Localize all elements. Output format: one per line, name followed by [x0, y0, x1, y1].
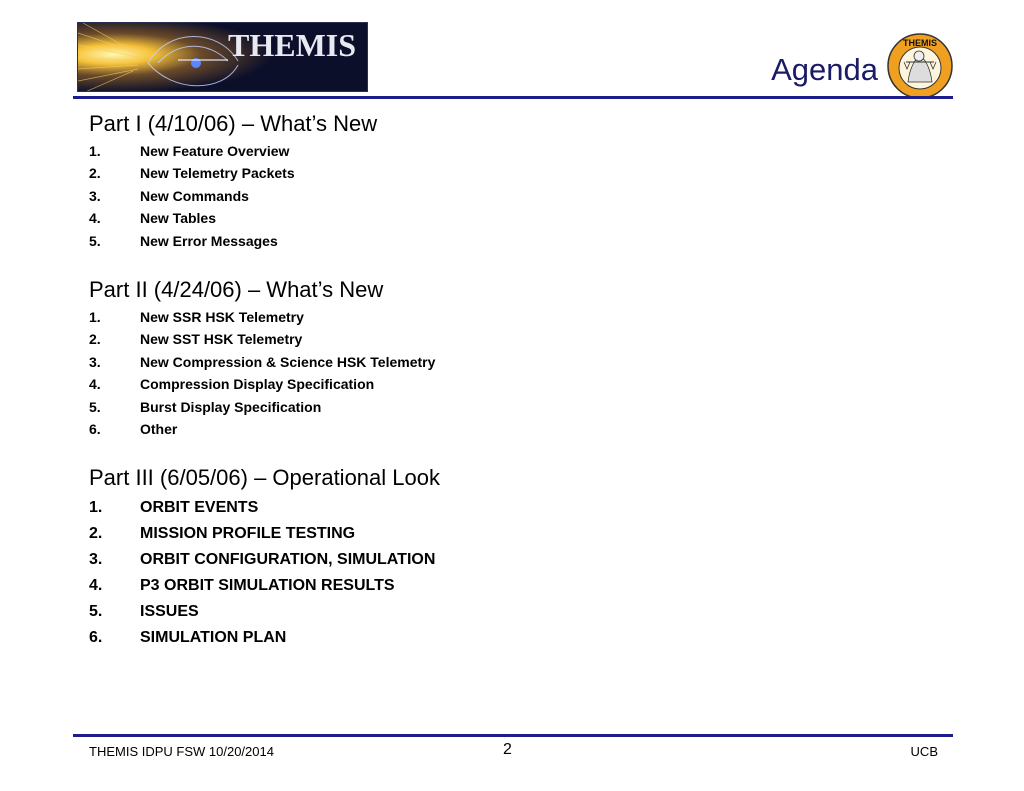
item-label: SIMULATION PLAN — [140, 629, 287, 647]
item-label: New Commands — [140, 187, 249, 204]
item-number: 4. — [89, 577, 103, 595]
list-item — [89, 230, 929, 252]
section-title: Part III (6/05/06) – Operational Look — [89, 465, 440, 491]
item-label: ORBIT EVENTS — [140, 499, 259, 517]
logo-text: THEMIS — [228, 27, 357, 63]
item-label: New SST HSK Telemetry — [140, 331, 303, 348]
item-number: 1. — [89, 143, 101, 159]
list-item — [89, 521, 929, 547]
item-label: New Error Messages — [140, 232, 278, 249]
list-item — [89, 207, 929, 229]
slide-title: Agenda — [771, 52, 878, 87]
item-label: Other — [140, 421, 178, 438]
item-label: ORBIT CONFIGURATION, SIMULATION — [140, 551, 436, 569]
item-label: Burst Display Specification — [140, 398, 322, 415]
item-number: 5. — [89, 603, 103, 621]
item-number: 3. — [89, 187, 101, 204]
item-label: MISSION PROFILE TESTING — [140, 525, 356, 543]
item-number: 3. — [89, 353, 101, 370]
agenda-section-part-3 — [89, 462, 929, 651]
seal-text: THEMIS — [902, 38, 938, 48]
agenda-content — [89, 108, 929, 651]
list-item — [89, 547, 929, 573]
item-number: 4. — [89, 376, 101, 393]
item-number: 1. — [89, 309, 101, 326]
item-number: 1. — [89, 499, 103, 517]
list-item — [89, 418, 929, 440]
item-number: 5. — [89, 398, 101, 415]
themis-banner-logo — [77, 22, 368, 92]
item-label: New Telemetry Packets — [140, 165, 295, 182]
list-item — [89, 140, 929, 162]
item-number: 4. — [89, 210, 101, 227]
list-item — [89, 306, 929, 328]
list-item — [89, 185, 929, 207]
section-title: Part I (4/10/06) – What’s New — [89, 111, 378, 136]
item-number: 3. — [89, 551, 103, 569]
header-divider — [73, 96, 953, 99]
footer-divider — [73, 734, 953, 737]
footer-right-text: UCB — [910, 744, 938, 759]
item-number: 5. — [89, 232, 101, 249]
list-item — [89, 373, 929, 395]
item-number: 2. — [89, 525, 103, 543]
item-number: 2. — [89, 331, 101, 348]
item-number: 2. — [89, 165, 101, 182]
item-label: Compression Display Specification — [140, 376, 375, 393]
footer-left-text: THEMIS IDPU FSW 10/20/2014 — [89, 744, 274, 759]
list-item — [89, 573, 929, 599]
section-title: Part II (4/24/06) – What’s New — [89, 277, 384, 303]
item-number: 6. — [89, 629, 103, 647]
agenda-section-part-1 — [89, 108, 929, 252]
item-label: New Compression & Science HSK Telemetry — [140, 353, 436, 370]
list-item — [89, 162, 929, 184]
item-label: New Tables — [140, 210, 216, 227]
item-label: ISSUES — [140, 603, 199, 621]
list-item — [89, 396, 929, 418]
item-label: P3 ORBIT SIMULATION RESULTS — [140, 577, 395, 595]
list-item — [89, 328, 929, 350]
agenda-section-part-2 — [89, 274, 929, 440]
list-item — [89, 351, 929, 373]
list-item — [89, 599, 929, 625]
page-number: 2 — [503, 741, 512, 758]
themis-seal-icon — [886, 32, 954, 100]
item-label: New Feature Overview — [140, 143, 290, 159]
list-item — [89, 495, 929, 521]
item-label: New SSR HSK Telemetry — [140, 309, 304, 326]
list-item — [89, 625, 929, 651]
item-number: 6. — [89, 421, 101, 438]
